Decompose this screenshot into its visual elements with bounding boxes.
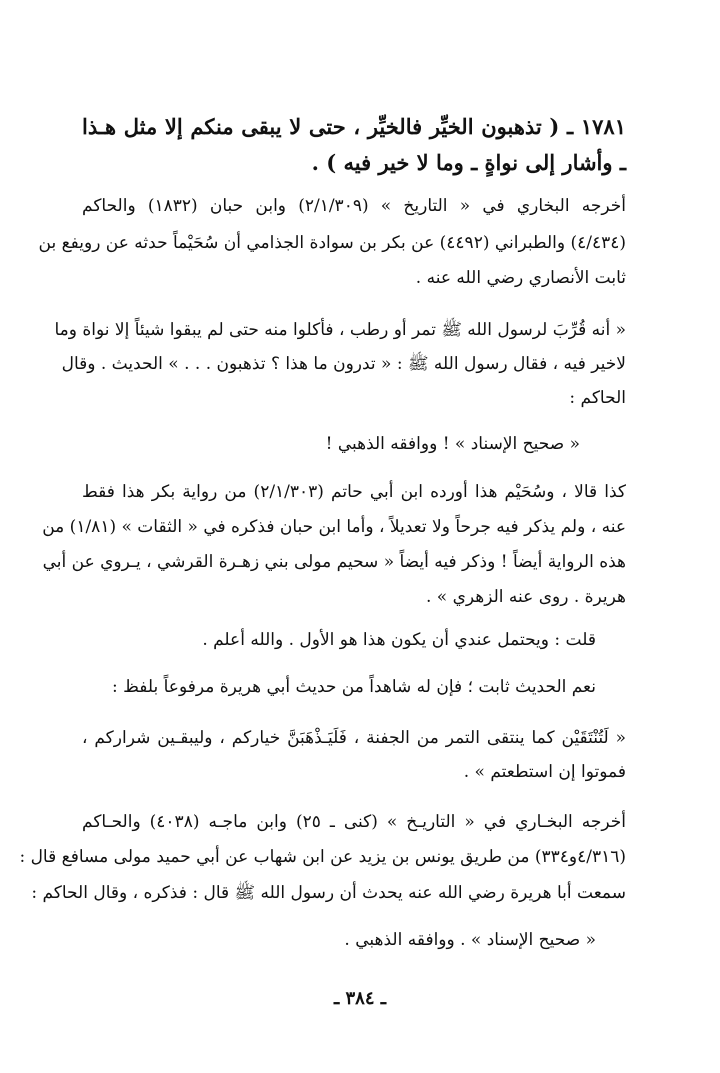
- hadith-heading-line-2: ـ وأشار إلى نواةٍ ـ وما لا خير فيه ) .: [311, 150, 626, 175]
- paragraph-line: (٤/٤٣٤) والطبراني (٤٤٩٢) عن بكر بن سوادة الجذامي أن سُحَيْماً حدثه عن رويفع بن: [38, 233, 626, 253]
- paragraph-line: هريرة . روى عنه الزهري » .: [425, 587, 626, 607]
- page-number: ـ ٣٨٤ ـ: [333, 988, 387, 1009]
- paragraph-line: « صحيح الإسناد » ! ووافقه الذهبي !: [325, 434, 580, 454]
- paragraph-line: « لَتُنْتَقَيْن كما ينتقى التمر من الجفنة ، فَلَيَـذْهَبَنَّ خياركم ، وليبقـين شراركم ،: [82, 728, 626, 748]
- hadith-heading-line-1: ١٧٨١ ـ ( تذهبون الخيِّر فالخيِّر ، حتى لا يبقى منكم إلا مثل هـذا: [82, 114, 626, 139]
- paragraph-line: نعم الحديث ثابت ؛ فإن له شاهداً من حديث أبي هريرة مرفوعاً بلفظ :: [111, 677, 596, 697]
- paragraph-line: لاخير فيه ، فقال رسول الله ﷺ : « تدرون ما هذا ؟ تذهبون . . . » الحديث . وقال: [61, 354, 626, 374]
- paragraph-line: ثابت الأنصاري رضي الله عنه .: [415, 268, 626, 288]
- paragraph-line: الحاكم :: [569, 388, 626, 408]
- paragraph-line: قلت : ويحتمل عندي أن يكون هذا هو الأول . والله أعلم .: [202, 630, 596, 650]
- paragraph-line: عنه ، ولم يذكر فيه جرحاً ولا تعديلاً ، وأما ابن حبان فذكره في « الثقات » (١/٨١) من: [42, 517, 626, 537]
- paragraph-line: كذا قالا ، وسُحَيْم هذا أورده ابن أبي حاتم (٢/١/٣٠٣) من رواية بكر هذا فقط: [82, 482, 626, 502]
- paragraph-line: « أنه قُرِّبَ لرسول الله ﷺ تمر أو رطب ، فأكلوا منه حتى لم يبقوا شيئاً إلا نواة وما: [54, 320, 626, 340]
- paragraph-line: أخرجه البخـاري في « التاريـخ » (كنى ـ ٢٥) وابن ماجـه (٤٠٣٨) والحـاكم: [82, 812, 626, 832]
- paragraph-line: سمعت أبا هريرة رضي الله عنه يحدث أن رسول الله ﷺ قال : فذكره ، وقال الحاكم :: [31, 883, 626, 903]
- paragraph-line: فموتوا إن استطعتم » .: [463, 762, 626, 782]
- paragraph-line: (٤/٣١٦و٣٣٤) من طريق يونس بن يزيد عن ابن شهاب عن أبي حميد مولى مسافع قال :: [19, 847, 626, 867]
- paragraph-line: « صحيح الإسناد » . ووافقه الذهبي .: [344, 930, 596, 950]
- paragraph-line: أخرجه البخاري في « التاريخ » (٢/١/٣٠٩) وابن حبان (١٨٣٢) والحاكم: [82, 196, 626, 216]
- paragraph-line: هذه الرواية أيضاً ! وذكر فيه أيضاً « سحيم مولى بني زهـرة القرشي ، يـروي عن أبي: [42, 552, 626, 572]
